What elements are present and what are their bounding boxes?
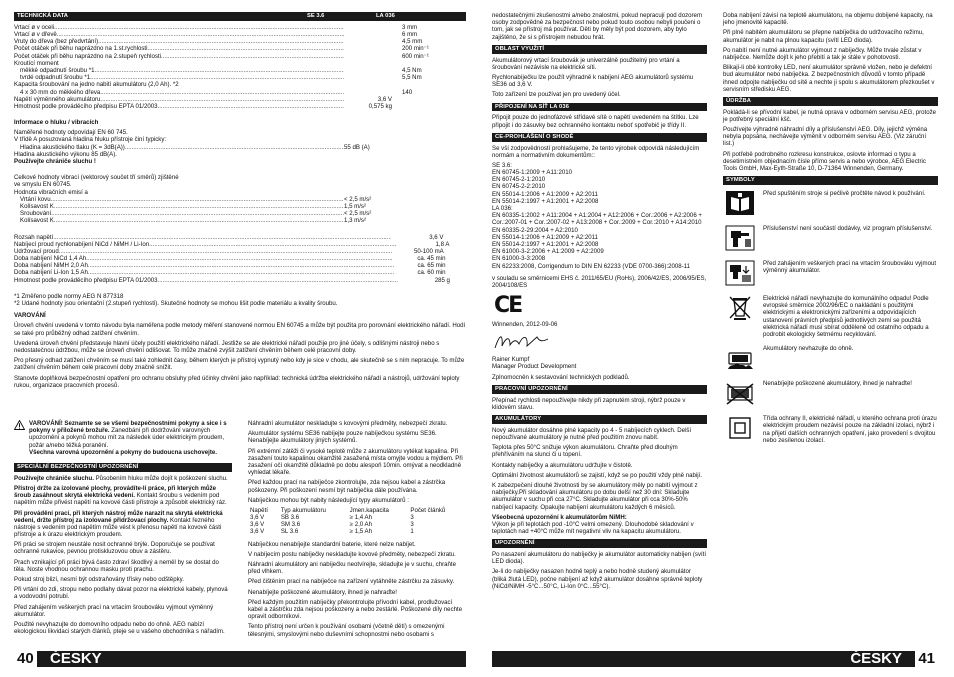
spec-value <box>394 60 466 67</box>
ce-intro: Se vší zodpovědností prohlašujeme, že tento výrobek odpovídá následujícím normám a normativním dokumentům:: <box>492 144 700 159</box>
tech-data-title: TECHNICKÁ DATA <box>17 13 68 19</box>
spec-row <box>14 60 466 67</box>
symbol-row <box>723 188 938 218</box>
charging-paragraph: Blikají-li obě kontrolky LED, není akumulátor správně vložen, nebo je defektní bud akumulátor nebo nabíječka. Z bezpečnostních důvodů v tomto případě ihned odpojte nabíječku od sítě a nechte ji spolu s akumulátorem přezkoušet v servisním středisku AEG. <box>723 64 935 93</box>
ce-norm-line: EN 60335-1:2002 + A11:2004 + A1:2004 + A12:2006 + Cor.:2006 + A2:2006 + Cor.:2007-01 + Cor.:2007-02 + A13:2008 + Cor.:2009 + Cor.:2010 + A14:2010 <box>492 212 702 227</box>
work-header: PRACOVNÍ UPOZORNĚNÍ <box>492 385 707 394</box>
charger-spec-value: ca. 45 min <box>417 255 446 263</box>
spacer <box>449 241 466 248</box>
safety-paras <box>14 475 232 636</box>
ce-norm-line: EN 60335-2-29:2004 + A2:2010 <box>492 226 578 234</box>
left-page-col-a <box>14 420 232 638</box>
battery-cell: ≥ 2,0 Ah <box>349 521 372 529</box>
dot-leader <box>149 241 397 248</box>
dot-leader <box>90 74 344 81</box>
maintenance-paragraph: Při potřebě podrobného rozkresu konstrukce, oslovte informaci o typu a desetimístném objednacím čísle přímo servis a nebo výrobce, AEG Electric Tools GmbH, Max-Eyth-Straße 10, D-71364 Winnenden, Germany. <box>723 150 926 173</box>
left-page-col-b <box>248 420 466 641</box>
safety-paragraph <box>14 510 232 539</box>
charger-paragraph: Tento přístroj není určen k používání osobami (včetně dětí) s omezenými tělesnými, smyslovými nebo duševními schopnostmi nebo osobami s <box>248 623 445 638</box>
right-page-col-a <box>492 12 707 593</box>
charger-spec-value: ca. 65 min <box>417 262 446 270</box>
ce-place-date: Winnenden, 2012-09-06 <box>492 321 558 329</box>
signer-name: Rainer Kumpf <box>492 356 530 364</box>
battery-row <box>248 521 463 528</box>
spec-row <box>14 67 466 74</box>
noise-line: Hladina akustického výkonu 85 dB(A). <box>14 150 117 158</box>
spec-row <box>14 103 466 110</box>
symbol-row <box>723 223 938 253</box>
spec-table-a <box>14 24 466 110</box>
spacer <box>450 277 466 284</box>
page-number-left: 40 <box>14 650 37 668</box>
maintenance-paragraph: Pokládá-li se přívodní kabel, je nutná oprava v odborném servisu AEG, protože je potřebný speciální kšč. <box>723 108 937 123</box>
safety-paragraph <box>14 475 232 482</box>
spec-label: Napětí výměnného akumulátoru <box>14 95 101 103</box>
spacer <box>179 81 344 88</box>
noise-row <box>14 144 466 151</box>
dot-leader <box>158 277 398 284</box>
charger-paragraph: Nabíječkou mohou být nabity následující typy akumulátorů : <box>248 496 409 504</box>
use-paragraph: Akumulátorový vrtací šroubovák je univerzálně použitelný pro vrtání a šroubování nezávisle na elektrické síti. <box>492 56 680 71</box>
spec-value: 3 mm <box>402 23 418 31</box>
noise-line: Používejte chrániče sluchu ! <box>14 158 96 166</box>
charging-paras <box>723 12 938 93</box>
battery-table-header <box>248 507 463 514</box>
battery-row <box>248 514 463 521</box>
spec-value-se36 <box>344 81 394 88</box>
charger-paragraph: Před každou prací na nabíječce zkontrolujte, zda nejsou kabel a zástrčka poškozeny. Při poškození nesmí být nabíječka dále používána. <box>248 479 446 494</box>
battery-fire-icon <box>723 343 757 373</box>
warning-paras <box>14 322 466 389</box>
ce-norm-line: EN 61000-3-2:2006 + A1:2009 + A2:2009 <box>492 248 604 256</box>
accumulator-paragraph: Optimální životnost akumulátorů se zajistí, když se po použití vždy plně nabijí. <box>492 471 702 479</box>
spec-label: 4 x 30 mm do měkkého dřeva <box>20 88 101 96</box>
charger-paragraph: Nabíječkou nenabíjejte standardní baterie, které nelze nabíjet. <box>248 540 416 548</box>
symbol-text: Před spuštěním stroje si pečlivě pročtěte návod k používání. <box>763 190 926 198</box>
note-paragraph: Je-li do nabíječky nasazen hodně teplý a nebo hodně studený akumulátor (bliká žlutá LED), počne nabíjení až když akumulátor dosáhne správné teploty (NiCd/NiMH -5°C...50°C, Li-Ion 0°C...55°C). <box>492 568 703 590</box>
dot-leader <box>158 103 344 110</box>
charger-spec-value: ca. 60 min <box>417 269 446 277</box>
safety-paragraph <box>14 576 232 583</box>
dot-leader <box>54 24 344 31</box>
spacer <box>59 60 344 67</box>
battery-cell: 3 <box>410 514 414 522</box>
battery-cell: 3,6 V <box>250 521 265 529</box>
spec-row <box>14 89 466 96</box>
ce-norm-line: EN 55014-1:2006 + A1:2009 + A2:2011 <box>492 190 598 198</box>
spec-label: Počet otáček při běhu naprázdno na 1.st.rychlosti <box>14 45 148 53</box>
battery-row <box>248 528 463 535</box>
spec-value: 200 min⁻¹ <box>402 45 429 53</box>
battery-cell: 1 <box>410 528 414 536</box>
spec-value-se36 <box>344 53 394 60</box>
battery-col-header: Napětí <box>250 506 268 514</box>
noise-header: Informace o hluku / vibracích <box>14 119 99 127</box>
dot-leader <box>161 53 344 60</box>
dot-leader <box>53 234 391 241</box>
charger-spec-value: 3,6 V <box>429 233 444 241</box>
warn-bold: VAROVÁNÍ! Seznamte se se všemi bezpečnostními pokyny a sice i s pokyny v přiložené brožuře. <box>29 420 227 435</box>
spec-value: 5,5 Nm <box>402 74 422 82</box>
battery-col-header: Počet článků <box>410 506 446 514</box>
battery-cell: 3,6 V <box>250 514 265 522</box>
charger-spec-row <box>14 241 466 248</box>
spec-value: 600 min⁻¹ <box>402 52 429 60</box>
warning-paragraph: Pro přesný odhad zatížení chvěním se musí také zohlednit časy, během kterých je přístroj vypnutý nebo kdy je sice v chodu, ale skutečně se s ním nepracuje. To může zatížení chvěním během celé pracovní doby značně snížit. <box>14 357 465 372</box>
charger-spec-value: 50-100 mA <box>413 247 444 255</box>
spacer <box>446 262 466 269</box>
damaged-battery-icon <box>723 378 757 408</box>
spec-value-se36 <box>344 74 394 81</box>
dot-leader <box>51 196 344 203</box>
spec-value-se36 <box>344 45 394 52</box>
ce-norm-line: EN 60745-2-1:2010 <box>492 176 546 184</box>
spec-value-se36 <box>344 60 394 67</box>
vibration-label: Šroubování <box>20 210 52 218</box>
spec-value <box>394 96 466 103</box>
maintenance-header: ÚDRŽBA <box>723 97 938 106</box>
language-label-right: ČESKY <box>850 650 902 667</box>
noise-value: 55 dB (A) <box>344 143 370 151</box>
safety-paragraph <box>14 559 232 573</box>
vibration-row <box>14 210 466 217</box>
vibration-label: Kolísavost K <box>20 202 54 210</box>
safety-text: Před zahájením veškerých prací na vrtacím šroubováku vyjmout výměnný akumulátor. <box>14 603 214 618</box>
spec-row <box>14 45 466 52</box>
footnotes <box>14 293 466 307</box>
ce-norm-line: EN 55014-2:1997 + A1:2001 + A2:2008 <box>492 240 599 248</box>
charger-spec-label: Nabíjecí proud rychlonabíjení NiCd / NiMH / Li-Ion <box>14 240 150 248</box>
dot-leader <box>147 45 344 52</box>
spec-value: 4,5 Nm <box>402 66 422 74</box>
spec-value: 6 mm <box>402 31 418 39</box>
charger-spec-row <box>14 277 466 284</box>
maintenance-paras <box>723 109 938 173</box>
ce-header: CE-PROHLÁŠENÍ O SHODĚ <box>492 133 707 142</box>
symbol-row <box>723 293 938 338</box>
charger-paras-2 <box>248 541 466 638</box>
use-paras <box>492 57 707 99</box>
nimh-header: Všeobecná upozornění k akumulátorům NiMH: <box>492 513 627 521</box>
dot-leader <box>54 217 344 224</box>
ce-norms <box>492 162 707 270</box>
maintenance-paragraph: Používejte výhradně náhradní díly a příslušenství AEG. Díly, jejichž výměna nebyla popsána, nechávejte výměnit v odborném servisu AEG. (Viz záruční list.) <box>723 126 928 148</box>
page-number-right: 41 <box>915 650 938 668</box>
charger-paragraph: Náhradní akumulátor neskladujte s kovovými předměty, nebezpečí zkratu. <box>248 420 448 427</box>
spec-value-se36 <box>344 89 394 96</box>
charging-paragraph: Doba nabíjení závisí na teplotě akumulátoru, na objemu dobíjené kapacity, na jeho jmenovité kapacitě. <box>723 12 933 27</box>
use-paragraph: Rychlonabíječku lze použít výhradně k nabíjení AEG akumulátorů systému SE36 od 3,6 V. <box>492 73 694 89</box>
battery-col-header: Jmen.kapacita <box>349 506 389 514</box>
noise-line: Naměřené hodnoty odpovídají EN 60 745. <box>14 129 128 137</box>
safety-header: SPECIÁLNÍ BEZPEČNOSTNÍ UPOZORNĚNÍ <box>14 463 232 472</box>
warning-triangle-icon <box>14 420 25 430</box>
accessory-icon <box>723 223 757 253</box>
remove-battery-icon <box>723 258 757 288</box>
spec-label: Hmotnost podle prováděcího předpisu EPTA 01/2003 <box>14 102 158 110</box>
spec-value: 4,5 mm <box>402 38 423 46</box>
spec-label: Vruty do dřeva (bez předvrtání) <box>14 38 99 46</box>
charger-spec-label: Doba nabíjení NiMH 2,0 Ah <box>14 262 88 270</box>
spec-label: tvrdé odpadnutí šroubu *1 <box>20 74 91 82</box>
battery-cell: SL 3.6 <box>280 528 299 536</box>
nimh-text: Výkon je při teplotách pod -10°C velmi omezený. Dlouhodobé skladování v teplotách nad +40°C může mít negativní vliv na kapacitu akumulátoru. <box>492 520 694 536</box>
spec-value <box>394 81 466 88</box>
symbols-list <box>723 188 938 444</box>
right-footer <box>492 651 938 667</box>
symbol-row <box>723 258 938 288</box>
charger-spec-row <box>14 255 466 262</box>
spec-value <box>394 103 466 110</box>
symbol-text: Akumulátory nevhazujte do ohně. <box>763 345 854 353</box>
spec-row <box>14 74 466 81</box>
charger-paragraph: Před čištěním prací na nabíječce na zařízení vytáhněte zástrčku za zásuvky. <box>248 578 455 586</box>
col-se36-header: SE 3.6 <box>307 13 325 19</box>
ce-directives: v souladu se směrnicemi EHS č. 2011/65/EU (RoHs), 2006/42/ES, 2006/95/ES, 2004/108/ES <box>492 274 707 289</box>
charger-spec-value: 285 g <box>434 276 450 284</box>
use-paragraph: Toto zařízení lze používat jen pro uvedený účel. <box>492 91 621 99</box>
dot-leader <box>125 144 344 151</box>
charger-spec-label: Hmotnost podle prováděcího předpisu EPTA 01/2003 <box>14 276 158 284</box>
charger-spec-label: Doba nabíjení Li-Ion 1,5 Ah <box>14 269 88 277</box>
safety-bold: Používejte chrániče sluchu. <box>14 474 94 482</box>
safety-text: Při vrtání do zdi, stropu nebo podlahy dávat pozor na elektrické kabely, plynová a vodovodní potrubí. <box>14 586 228 601</box>
charger-paragraph: Náhradní akumulátory ani nabíječku neotvírejte, skladujte je v suchu, chraňte před vlhkem. <box>248 561 456 576</box>
spacer <box>446 269 466 276</box>
spec-value-se36 <box>344 38 394 45</box>
safety-text: Při práci se strojem neustále nosit ochranné brýle. Doporučuje se používat ochranné rukavice, pevnou protiskluzovou obuv a zástěru. <box>14 541 215 556</box>
battery-cell: SM 3.6 <box>280 521 301 529</box>
safety-paragraph <box>14 621 232 635</box>
spacer <box>443 234 466 241</box>
symbol-text: Elektrické nářadí nevyhazujte do komunálního odpadu! Podle evropské směrnice 2002/96/EC o nakládání s použitými elektrickými a elektronickými zařízeními a odpovídajících ustanovení právních předpisů jednotlivých zemí se použitá elektrická nářadí musí sbírat odděleně od ostatního odpadu a podrobit ekologicky šetrnému recyklování. <box>763 295 929 338</box>
class-ii-icon <box>723 413 757 443</box>
vibration-info <box>14 174 466 224</box>
accumulator-paras <box>492 427 707 511</box>
safety-bold: Při provádění prací, při kterých nástroj může narazit na skrytá elektrická vedení, držte přístroj za izolované přidržovací plochy. <box>14 509 223 524</box>
vibration-row <box>14 203 466 210</box>
safety-paragraph <box>14 541 232 555</box>
dot-leader <box>57 31 344 38</box>
accumulator-paragraph: Nový akumulátor dosáhne plné kapacity po 4 - 5 nabíjecích cyklech. Delší nepoužívané akumulátory je nutné před použitím znovu nabít. <box>492 426 692 442</box>
charger-spec-label: Doba nabíjení NiCd 1,4 Ah <box>14 255 87 263</box>
warn-keep: Všechna varovná upozornění a pokyny do budoucna uschovejte. <box>29 448 217 456</box>
warning-header: VAROVÁNÍ <box>14 312 46 320</box>
safety-text: Použité nevyhazujte do domovního odpadu nebo do ohně. AEG nabízí ekologickou likvidaci starých článků, pteje se u vašeho obchodníka s nářadím. <box>14 620 225 636</box>
charger-spec-label: Udržovací proud <box>14 247 59 255</box>
note-paras <box>492 551 707 590</box>
use-header: OBLAST VYUŽITÍ <box>492 45 707 54</box>
ce-norm-line: EN 60745-2-2:2010 <box>492 183 546 191</box>
vibration-value: < 2,5 m/s² <box>344 195 372 203</box>
spec-value-se36: 0,575 kg <box>368 102 392 110</box>
symbol-row <box>723 413 938 444</box>
language-label-left: ČESKY <box>50 650 102 667</box>
vibration-row <box>14 217 466 224</box>
charger-paragraph: Před každým použitím nabíječky překontrolujte přívodní kabel, prodlužovací kabel a zástrčku zda nejsou poškozeny a nebo zestárlé. Poškozené díly nechte opravit odborníkovi. <box>248 598 463 621</box>
col-la036-header: LA 036 <box>376 13 395 19</box>
spec-label: Kapacita šroubování na jedno nabití akumulátoru (2,0 Ah). *2 <box>14 81 179 89</box>
charger-spec-row <box>14 269 466 276</box>
footnote: *2 Udané hodnoty jsou orientační (2.stupeň rychlosti). Skutečné hodnoty se mohou lišit podle materiálu a kvality šroubu. <box>14 300 338 308</box>
spec-row <box>14 31 466 38</box>
symbol-text: Příslušenství není součástí dodávky, viz program příslušenství. <box>763 225 933 233</box>
battery-cell: 3,6 V <box>250 528 265 536</box>
symbol-text: Před zahájením veškerých prací na vrtacím šroubováku vyjmout výměnný akumulátor. <box>763 260 937 275</box>
charger-spec-row <box>14 248 466 255</box>
vibration-value: 1,3 m/s² <box>344 217 367 225</box>
vibration-label: Vrtání kovu <box>20 195 51 203</box>
spec-label: Kroutící moment <box>14 59 59 67</box>
dot-leader <box>88 262 394 269</box>
symbols-header: SYMBOLY <box>723 176 938 185</box>
signer-role: Manager Product Development <box>492 363 577 371</box>
charging-paragraph: Po nabití není nutné akumulátor vyjmout z nabíječky. Může trvale zůstat v nabíječce. Nemůže dojít k jeho přebití a tak je stále v pohotovosti. <box>723 46 922 61</box>
dot-leader <box>100 96 344 103</box>
safety-paragraph <box>14 485 232 507</box>
charger-spec-label: Rozsah napětí <box>14 233 54 241</box>
dot-leader <box>98 38 344 45</box>
safety-bold: Přístroj držte za izolované plochy, provádíte-li práce, při kterých může šroub zasáhnout skrytá elektrická vedení. <box>14 484 217 500</box>
vibration-line: Hodnota vibračních emisí a <box>14 188 88 196</box>
charger-spec-row <box>14 262 466 269</box>
symbol-text: Nenabíjejte poškozené akumulátory, ihned je nahraďte! <box>763 380 912 388</box>
weee-bin-icon <box>723 293 757 323</box>
dot-leader <box>86 255 393 262</box>
charger-spec-value: 1,8 A <box>435 240 450 248</box>
spec-label: Počet otáček při běhu naprázdno na 2.stupeň rychlosti <box>14 52 162 60</box>
spec-label: měkké odpadnutí šroubu *1 <box>20 66 95 74</box>
symbol-text: Třída ochrany II, elektrické nářadí, u kterého ochrana proti úrazu elektrickým proudem nezávisí pouze na základní izolaci, nýbrž i na přijetí dalších ochranných opatření, jako provedení s dvojitou nebo zesílenou izolací. <box>763 415 937 444</box>
vibration-line: ve smyslu EN 60745. <box>14 181 72 189</box>
ce-norm-line: EN 55014-2:1997 + A1:2001 + A2:2008 <box>492 197 599 205</box>
spec-label: Vrtací ø v oceli <box>14 23 55 31</box>
ce-norm-line: LA 036: <box>492 205 513 213</box>
safety-text: Kontakt řezného nástroje s vedením pod napětím může vést k přenosu napětí na kovové části přístroje a k úrazu elektrickým proudem. <box>14 516 222 539</box>
dot-leader <box>59 248 392 255</box>
ce-norm-line: EN 60745-1:2009 + A11:2010 <box>492 169 573 177</box>
noise-label: Hladina akustického tlaku (K = 3dB(A)) <box>20 143 125 151</box>
signature-icon <box>492 331 707 353</box>
vibration-value: < 2,5 m/s² <box>344 210 372 218</box>
charger-paragraph: Nenabíjejte poškozené akumulátory, ihned je nahraďte! <box>248 588 397 596</box>
left-footer <box>14 651 466 667</box>
ce-norm-line: EN 62233:2008, Corrigendum to DIN EN 62233 (VDE 0700-366):2008-11 <box>492 262 691 270</box>
charger-paragraph: Při extrémní zátěži či vysoké teplotě může z akumulátoru vytékat kapalina. Při zasažení touto kapalinou okamžitě zasažená místa omyjte vodou a mýdlem. Při zasažení očí okamžitě důkladně po dobu alespoň 10min. omývat a neodkladně vyhledat lékaře. <box>248 447 463 477</box>
warn-text: Zanedbání při dodržování varovných upozornění a pokynů mohou mít za následek úder elektrickým proudem, požár a/nebo těžká poranění. <box>29 427 225 449</box>
ce-mark-icon: CE <box>494 293 522 319</box>
tech-data-header <box>14 12 466 21</box>
intro-text: nedostatečnými zkušenostmi a/nebo znalostmi, pokud nepracují pod dozorem osoby zodpovědné za bezpečnost nebo pokud touto osobou nebyli poučeni o tom, jak se přístroj má používat. Děti by měly být pod dozorem, aby bylo zajištěno, že si s přístrojem nebudou hrát. <box>492 12 703 41</box>
spec-value-se36 <box>344 24 394 31</box>
spec-value-se36 <box>344 31 394 38</box>
right-page-col-b <box>723 12 938 449</box>
warning-box <box>14 420 232 459</box>
battery-col-header: Typ akumulátoru <box>280 506 326 514</box>
spec-value: 140 <box>402 88 413 96</box>
safety-paragraph <box>14 586 232 600</box>
spec-value-se36 <box>344 67 394 74</box>
battery-cell: ≥ 1,4 Ah <box>349 514 372 522</box>
accumulator-paragraph: Teplota přes 50°C snižuje výkon akumulátoru. Chraňte před dlouhým přehříváním na slunci či u topení. <box>492 444 678 459</box>
dot-leader <box>88 269 394 276</box>
vibration-label: Kolísavost K <box>20 217 54 225</box>
accumulators-header: AKUMULÁTORY <box>492 415 707 424</box>
safety-text: Působením hluku může dojít k poškození sluchu. <box>93 474 228 482</box>
accumulator-paragraph: K zabezpečení dlouhé životnosti by se akumulátory měly po nabití vyjmout z nabíječky.Při skladování akumulátoru po dobu delší než 30 dní: Skladujte akumulátor v suchu při cca 27°C. Skladujte akumulátor při cca 30%-50% nabíjecí kapacity. Opakujte nabíjení akumulátoru každých 6 měsíců. <box>492 481 698 511</box>
safety-text: Kontakt šroubu s vedením pod napětím může přivést napětí na kovové části přístroje a způsobit elektrický ráz. <box>14 492 227 507</box>
warning-paragraph: Úroveň chvění uvedená v tomto návodu byla naměřena podle metody měření stanovené normou EN 60745 a může být použita pro porovnání elektrického nářadí. Hodí se také pro průběžný odhad zatížení chvěním. <box>14 322 466 337</box>
connection-header: PŘIPOJENÍ NA SÍŤ LA 036 <box>492 103 707 112</box>
vibration-line: Celkové hodnoty vibrací (vektorový součet tří směrů) zjištěné <box>14 174 179 182</box>
battery-cell: 3 <box>410 521 414 529</box>
vibration-row <box>14 196 466 203</box>
spec-label: Vrtací ø v dřevě <box>14 31 57 39</box>
symbol-row <box>723 343 938 373</box>
warning-paragraph: Stanovte doplňková bezpečnostní opatření pro ochranu obsluhy před účinky chvění jako například: technická údržba elektrického nářadí a nástrojů, udržování teploty rukou, organizace pracovních procesů. <box>14 374 460 389</box>
spec-row <box>14 81 466 88</box>
work-text: Přepínač rychlosti nepoužívejte nikdy při zapnutém stroji, nýbrž pouze v klidovém stavu. <box>492 396 686 411</box>
battery-cell: SB 3.6 <box>280 514 300 522</box>
warning-paragraph: Uvedená úroveň chvění představuje hlavní účely použití elektrického nářadí. Jestliže se ale elektrické nářadí použije pro jiné účely, s odlišnými nástroji nebo s nedostatečnou údržbou, může se úroveň chvění odlišovat. To může značně zvýšit zatížení chvěním během celé pracovní doby. <box>14 339 440 354</box>
dot-leader <box>95 67 344 74</box>
charger-paragraph: Akumulátor systému SE36 nabíjejte pouze nabíječkou systému SE36. Nenabíjejte akumulátory jiných systémů. <box>248 430 437 445</box>
battery-table <box>248 507 463 536</box>
dot-leader <box>51 210 344 217</box>
charger-paragraph: V nabíjecím postu nabíječky neskladujte kovové předměty, nebezpečí zkratu. <box>248 550 456 558</box>
charger-paras <box>248 420 466 504</box>
spec-table-b <box>14 234 466 284</box>
spec-value-se36: 3,6 V <box>377 95 392 103</box>
battery-cell: ≥ 1,5 Ah <box>349 528 372 536</box>
noise-line: V třídě A posuzovaná hladina hluku přístroje činí typicky: <box>14 136 167 144</box>
note-paragraph: Po nasazení akumulátoru do nabíječky je akumulátor automaticky nabíjen (svítí LED dioda). <box>492 551 707 566</box>
spec-row <box>14 53 466 60</box>
vibration-value: 1,5 m/s² <box>344 202 367 210</box>
ce-norm-line: SE 3.6: <box>492 161 512 169</box>
safety-text: Pokud stroj blizí, nesmí být odstraňovány třísky nebo odštěpky. <box>14 576 184 584</box>
accumulator-paragraph: Kontakty nabíječky a akumulátoru udržujte v čistotě. <box>492 461 633 469</box>
signer-authorization: Zplnomocněn k sestavování technických podkladů. <box>492 373 630 381</box>
manual-book-icon <box>723 188 757 218</box>
left-page-top <box>14 12 466 392</box>
spec-row <box>14 96 466 103</box>
dot-leader <box>54 203 344 210</box>
spacer <box>444 248 466 255</box>
ce-norm-line: EN 55014-1:2006 + A1:2009 + A2:2011 <box>492 233 598 241</box>
connection-text: Připojit pouze do jednofázové střídavé sítě o napětí uvedeném na štítku. Lze připojit i do zásuvky bez ochranného kontaktu neboť spotřebič je třídy II. <box>492 114 699 129</box>
ce-norm-line: EN 61000-3-3:2008 <box>492 255 546 263</box>
footnote: *1 Změřeno podle normy AEG N 877318 <box>14 292 124 300</box>
spec-row <box>14 24 466 31</box>
safety-text: Prach vznikající při práci bývá často zdraví škodlivý a neměl by se dostat do těla. Noste vhodnou ochrannou masku proti prachu. <box>14 558 219 573</box>
symbol-row <box>723 378 938 408</box>
safety-paragraph <box>14 604 232 618</box>
dot-leader <box>100 89 344 96</box>
charger-spec-row <box>14 234 466 241</box>
note-header: UPOZORNĚNÍ <box>492 539 707 548</box>
spec-row <box>14 38 466 45</box>
noise-info <box>14 129 466 165</box>
spacer <box>445 255 466 262</box>
charging-paragraph: Při plně nabitém akumulátoru se přepne nabíječka do udržovacího režimu, akumulátor je nabit na plnou kapacitu (svítí LED dioda). <box>723 29 924 44</box>
